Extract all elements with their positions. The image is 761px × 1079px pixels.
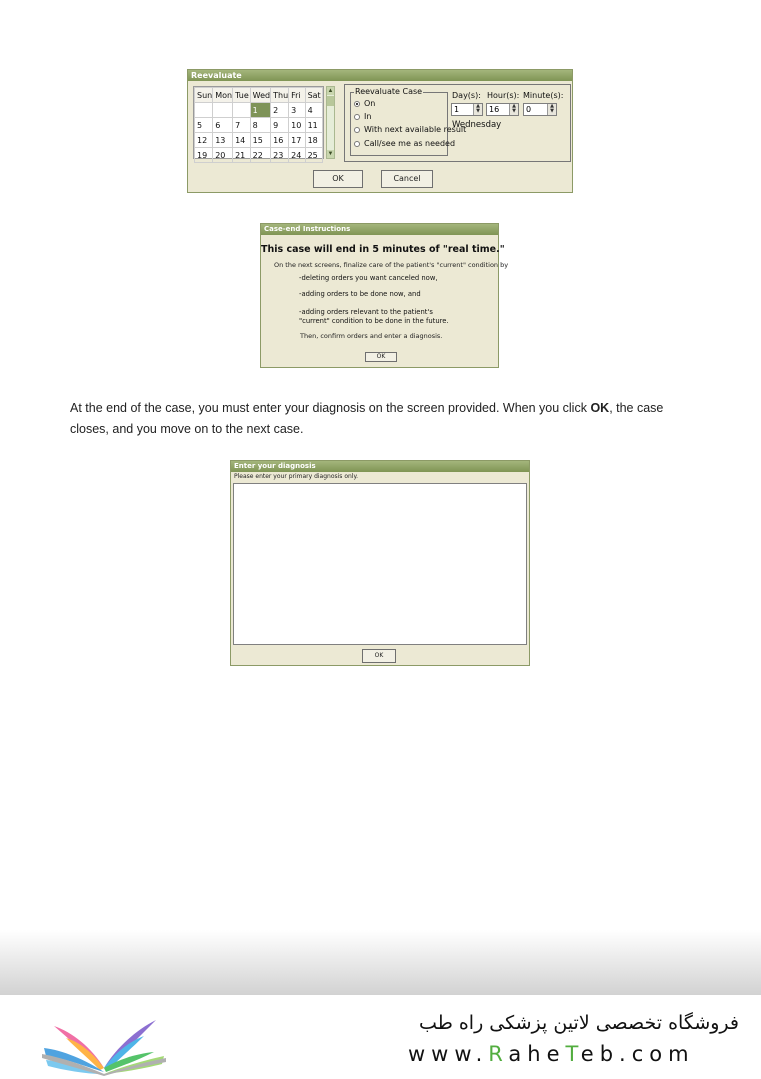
days-stepper[interactable]: 1 ▲ ▼ — [451, 103, 483, 116]
diagnosis-window — [230, 460, 530, 666]
radio-icon[interactable] — [354, 114, 360, 120]
calendar-day[interactable]: 22 — [250, 148, 270, 163]
spin-arrows-icon[interactable]: ▲ ▼ — [473, 104, 482, 115]
calendar-day[interactable]: 7 — [233, 118, 251, 133]
case-end-intro: On the next screens, finalize care of the patient's "current" condition by — [274, 261, 509, 269]
calendar-day[interactable] — [213, 103, 233, 118]
case-end-ok-button[interactable]: OK — [365, 352, 397, 362]
weekday-name: Wednesday — [452, 120, 502, 130]
scroll-down-icon[interactable]: ▼ — [327, 151, 334, 157]
instruction-paragraph: At the end of the case, you must enter your diagnosis on the screen provided. When you click OK, the case closes, and you move on to the next case. — [70, 401, 664, 436]
calendar-day[interactable]: 9 — [271, 118, 289, 133]
calendar-day[interactable]: 13 — [213, 133, 233, 148]
calendar-day[interactable]: 3 — [289, 103, 305, 118]
calendar-day[interactable]: 24 — [289, 148, 305, 163]
calendar-day[interactable]: 23 — [271, 148, 289, 163]
spin-arrows-icon[interactable]: ▲ ▼ — [547, 104, 556, 115]
calendar-day[interactable]: 10 — [289, 118, 305, 133]
minutes-stepper[interactable]: 0 ▲ ▼ — [523, 103, 557, 116]
footer-shadow — [0, 930, 761, 995]
open-book-logo-icon — [42, 1008, 166, 1076]
option-call-see-me[interactable]: Call/see me as needed — [354, 139, 455, 148]
calendar-day[interactable] — [195, 103, 213, 118]
radio-selected-icon[interactable] — [354, 101, 360, 107]
calendar-day[interactable]: 11 — [305, 118, 322, 133]
ok-button[interactable]: OK — [313, 170, 363, 188]
minutes-label: Minute(s): — [523, 91, 564, 100]
calendar-day[interactable]: 8 — [250, 118, 270, 133]
option-on[interactable]: On — [354, 99, 375, 108]
calendar — [193, 86, 324, 159]
radio-icon[interactable] — [354, 127, 360, 133]
reevaluate-title: Reevaluate — [188, 70, 572, 81]
weekday-wed: Wed — [250, 88, 270, 103]
scroll-thumb[interactable] — [327, 96, 334, 106]
days-label: Day(s): — [452, 91, 481, 100]
case-end-title: Case-end Instructions — [261, 224, 498, 235]
calendar-day[interactable]: 15 — [250, 133, 270, 148]
calendar-day[interactable]: 16 — [271, 133, 289, 148]
weekday-thu: Thu — [271, 88, 289, 103]
calendar-day[interactable] — [233, 103, 251, 118]
calendar-day[interactable]: 19 — [195, 148, 213, 163]
case-end-closing: Then, confirm orders and enter a diagnosis. — [300, 332, 443, 340]
spin-arrows-icon[interactable]: ▲ ▼ — [509, 104, 518, 115]
calendar-grid — [194, 87, 323, 163]
calendar-day[interactable]: 5 — [195, 118, 213, 133]
calendar-day[interactable]: 25 — [305, 148, 322, 163]
calendar-day[interactable]: 18 — [305, 133, 322, 148]
calendar-day[interactable]: 14 — [233, 133, 251, 148]
diagnosis-title: Enter your diagnosis — [231, 461, 529, 472]
diagnosis-ok-button[interactable]: OK — [362, 649, 396, 663]
case-end-item-add-now: -adding orders to be done now, and — [299, 290, 421, 298]
reevaluate-case-label: Reevaluate Case — [355, 87, 423, 96]
radio-icon[interactable] — [354, 141, 360, 147]
weekday-mon: Mon — [213, 88, 233, 103]
calendar-day[interactable]: 20 — [213, 148, 233, 163]
scroll-up-icon[interactable]: ▲ — [327, 88, 334, 94]
option-next-result[interactable]: With next available result — [354, 125, 466, 134]
ok-emphasis: OK — [590, 401, 610, 415]
weekday-sat: Sat — [305, 88, 322, 103]
store-name: فروشگاه تخصصی لاتین پزشکی راه طب — [419, 1012, 739, 1034]
calendar-day[interactable]: 6 — [213, 118, 233, 133]
case-end-item-future-2: "current" condition to be done in the future. — [299, 317, 449, 325]
case-end-item-delete: -deleting orders you want canceled now, — [299, 274, 438, 282]
weekday-tue: Tue — [233, 88, 251, 103]
hours-label: Hour(s): — [487, 91, 520, 100]
store-url: www.RaheTeb.com — [408, 1042, 695, 1066]
calendar-day[interactable]: 2 — [271, 103, 289, 118]
calendar-day[interactable]: 12 — [195, 133, 213, 148]
case-end-item-future-1: -adding orders relevant to the patient's — [299, 308, 433, 316]
case-end-headline: This case will end in 5 minutes of "real time." — [261, 244, 505, 255]
case-end-window — [260, 223, 509, 368]
weekday-sun: Sun — [195, 88, 213, 103]
calendar-day[interactable]: 21 — [233, 148, 251, 163]
hours-stepper[interactable]: 16 ▲ ▼ — [486, 103, 519, 116]
reevaluate-window — [187, 69, 573, 193]
option-in[interactable]: In — [354, 112, 371, 121]
diagnosis-input[interactable] — [233, 483, 527, 645]
calendar-day[interactable]: 4 — [305, 103, 322, 118]
diagnosis-prompt: Please enter your primary diagnosis only. — [234, 473, 359, 480]
weekday-fri: Fri — [289, 88, 305, 103]
calendar-day[interactable]: 17 — [289, 133, 305, 148]
calendar-day-selected[interactable]: 1 — [250, 103, 270, 118]
calendar-scrollbar[interactable] — [326, 86, 335, 159]
cancel-button[interactable]: Cancel — [381, 170, 433, 188]
